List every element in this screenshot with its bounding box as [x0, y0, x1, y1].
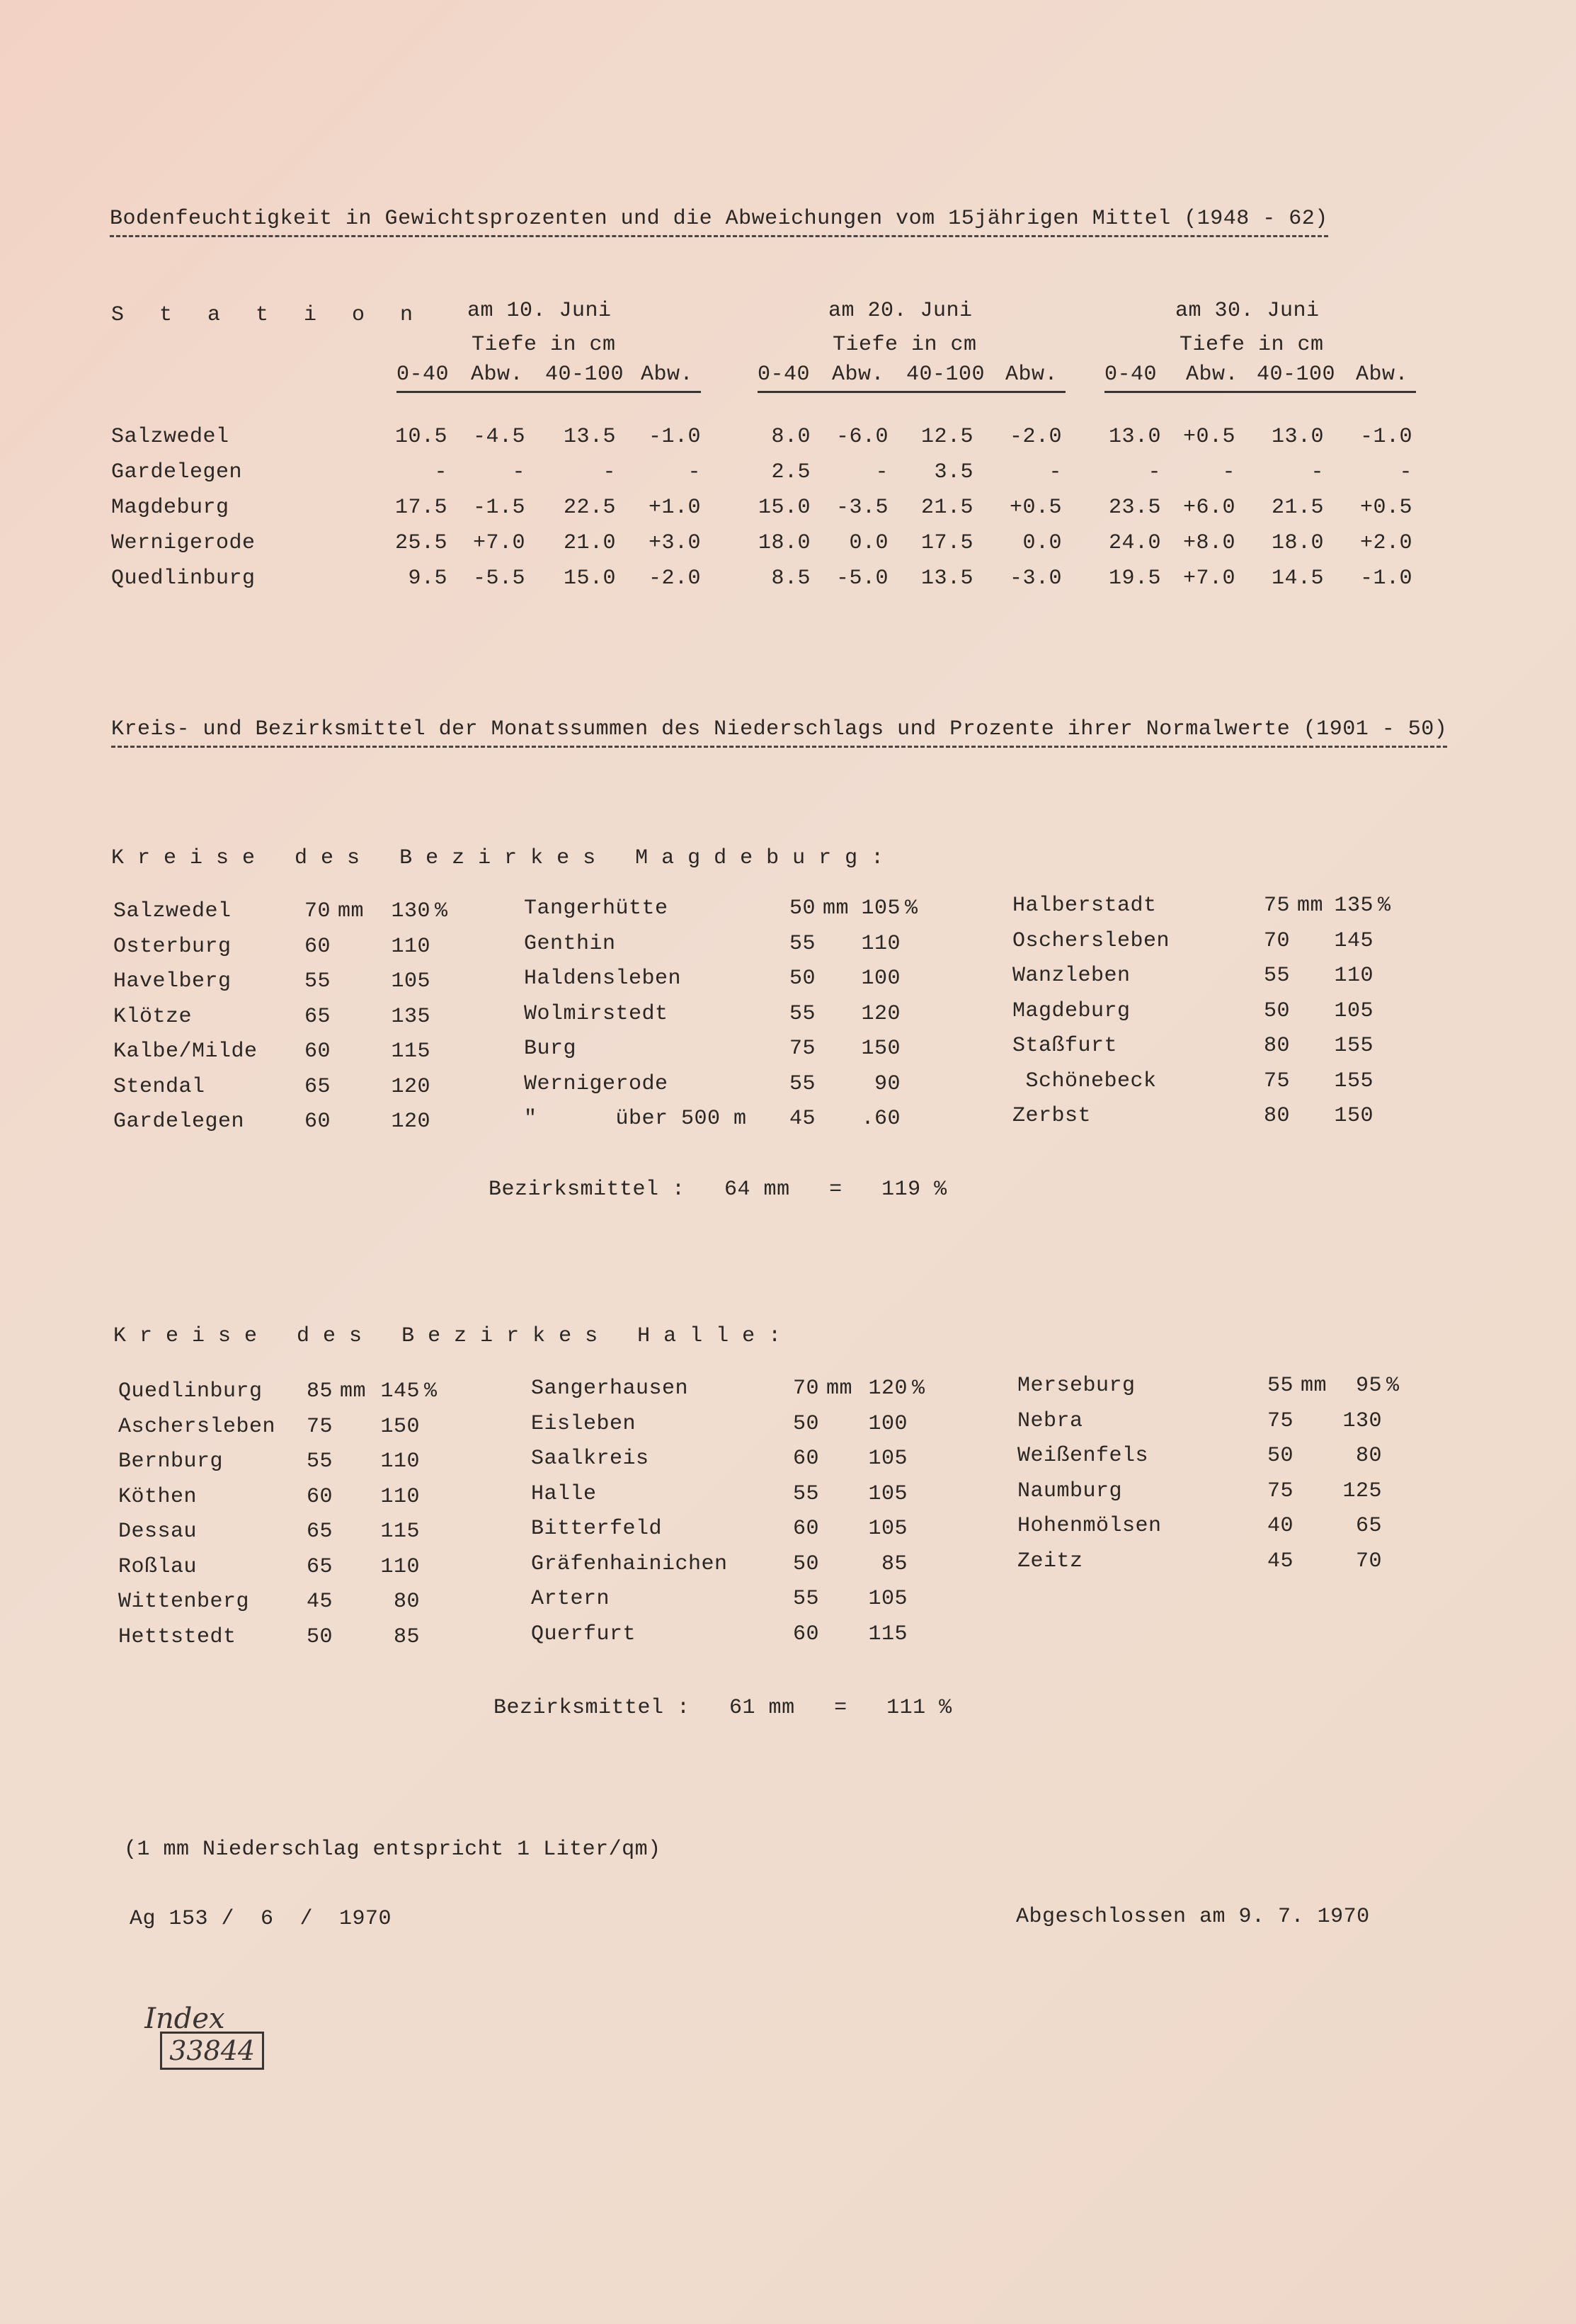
- district-precip-percent: 155: [1334, 1069, 1374, 1093]
- district-precip-percent: 130: [1342, 1408, 1382, 1433]
- soil-value: -2.0: [1009, 425, 1062, 449]
- index-stamp: [131, 1990, 264, 2066]
- soil-value: 8.0: [771, 425, 811, 449]
- soil-value: +0.5: [1359, 496, 1412, 520]
- precip-title: Kreis- und Bezirksmittel der Monatssummen des Niederschlags und Prozente ihrer Normalwerte (1901 - 50): [111, 717, 1447, 748]
- soil-value: 24.0: [1108, 531, 1161, 555]
- district-precip-mm: 55: [789, 1001, 816, 1026]
- unit-percent: %: [912, 1377, 925, 1401]
- district-precip-mm: 75: [1267, 1408, 1294, 1433]
- district-name: Köthen: [118, 1484, 198, 1509]
- soil-value: 13.0: [1271, 425, 1324, 449]
- group-date-0: am 10. Juni: [467, 299, 612, 323]
- soil-value: +0.5: [1009, 496, 1062, 520]
- district-precip-mm: 55: [789, 1071, 816, 1096]
- district-name: Kalbe/Milde: [113, 1039, 258, 1064]
- soil-value: 9.5: [408, 566, 447, 591]
- group-1-col-h3: 40-100: [906, 363, 986, 387]
- district-precip-mm: 50: [789, 896, 816, 921]
- unit-percent: %: [1386, 1374, 1400, 1398]
- group-1-col-h2: Abw.: [832, 363, 885, 387]
- district-precip-percent: 125: [1342, 1479, 1382, 1503]
- district-precip-percent: 65: [1355, 1514, 1382, 1538]
- soil-value: +1.0: [648, 496, 701, 520]
- district-precip-mm: 85: [306, 1379, 333, 1403]
- unit-mm: mm: [338, 899, 365, 923]
- soil-value: +2.0: [1359, 531, 1412, 555]
- district-name: Hettstedt: [118, 1624, 236, 1649]
- district-precip-percent: 115: [380, 1520, 420, 1544]
- district-precip-percent: 90: [874, 1071, 901, 1096]
- district-precip-percent: 130: [391, 899, 430, 923]
- soil-value: +6.0: [1182, 496, 1235, 520]
- district-precip-percent: 105: [868, 1517, 908, 1541]
- district-precip-percent: 110: [1334, 964, 1374, 988]
- district-precip-percent: 145: [380, 1379, 420, 1403]
- district-precip-mm: 75: [1263, 1069, 1290, 1093]
- group-2-col-h4: Abw.: [1356, 363, 1409, 387]
- group-0-col-h4: Abw.: [641, 363, 694, 387]
- soil-value: -: [1399, 460, 1412, 484]
- soil-value: 18.0: [1271, 531, 1324, 555]
- district-name: Dessau: [118, 1520, 198, 1544]
- district-precip-percent: 105: [1334, 998, 1374, 1023]
- soil-value: 12.5: [920, 425, 973, 449]
- district-name: Quedlinburg: [118, 1379, 263, 1403]
- index-number: 33844: [160, 2032, 264, 2070]
- soil-value: 2.5: [771, 460, 811, 484]
- district-name: Stendal: [113, 1074, 205, 1099]
- soil-value: -: [687, 460, 701, 484]
- magdeburg-heading: K r e i s e d e s B e z i r k e s M a g d e b u r g :: [111, 846, 884, 870]
- soil-value: 17.5: [394, 496, 447, 520]
- district-precip-percent: 105: [868, 1481, 908, 1506]
- district-precip-percent: 150: [1334, 1104, 1374, 1128]
- soil-value: 19.5: [1108, 566, 1161, 591]
- group-underline-2: [1104, 391, 1416, 393]
- district-precip-percent: 110: [391, 934, 430, 959]
- district-precip-percent: 110: [380, 1449, 420, 1474]
- district-name: Genthin: [524, 931, 616, 956]
- district-name: Havelberg: [113, 969, 232, 993]
- district-precip-mm: 60: [304, 1110, 331, 1134]
- district-name: Oschersleben: [1012, 928, 1170, 953]
- district-name: Wernigerode: [524, 1071, 668, 1096]
- soil-value: -: [1222, 460, 1235, 484]
- soil-value: -2.0: [648, 566, 701, 591]
- soil-value: 10.5: [394, 425, 447, 449]
- district-name: Nebra: [1017, 1408, 1083, 1433]
- station-name: Wernigerode: [111, 531, 256, 555]
- district-precip-percent: 120: [391, 1110, 430, 1134]
- district-name: Merseburg: [1017, 1374, 1136, 1398]
- district-precip-percent: 110: [380, 1554, 420, 1579]
- soil-value: -: [434, 460, 447, 484]
- district-precip-mm: 70: [792, 1377, 819, 1401]
- soil-value: 0.0: [1022, 531, 1062, 555]
- district-precip-mm: 40: [1267, 1514, 1294, 1538]
- district-name: Tangerhütte: [524, 896, 668, 921]
- district-precip-percent: 145: [1334, 928, 1374, 953]
- unit-percent: %: [1378, 894, 1391, 918]
- district-precip-percent: 105: [868, 1587, 908, 1611]
- soil-value: 15.0: [758, 496, 811, 520]
- district-precip-mm: 60: [304, 934, 331, 959]
- district-name: Klötze: [113, 1004, 193, 1029]
- district-precip-percent: 150: [380, 1414, 420, 1439]
- soil-value: +3.0: [648, 531, 701, 555]
- district-precip-percent: 105: [868, 1447, 908, 1471]
- soil-value: 21.5: [920, 496, 973, 520]
- district-precip-percent: 135: [391, 1004, 430, 1029]
- district-precip-mm: 75: [1267, 1479, 1294, 1503]
- footer-reference: Ag 153 / 6 / 1970: [130, 1907, 392, 1931]
- district-precip-mm: 60: [306, 1484, 333, 1509]
- district-precip-mm: 65: [304, 1074, 331, 1099]
- soil-value: 22.5: [563, 496, 616, 520]
- district-precip-mm: 65: [306, 1520, 333, 1544]
- footer-note: (1 mm Niederschlag entspricht 1 Liter/qm): [124, 1838, 661, 1862]
- soil-value: 3.5: [934, 460, 973, 484]
- group-depth-1: Tiefe in cm: [833, 333, 977, 357]
- soil-value: -3.5: [835, 496, 889, 520]
- soil-value: +7.0: [472, 531, 525, 555]
- district-name: Sangerhausen: [531, 1377, 689, 1401]
- district-precip-percent: 115: [391, 1039, 430, 1064]
- group-0-col-h3: 40-100: [545, 363, 624, 387]
- soil-value: -5.0: [835, 566, 889, 591]
- district-name: Zerbst: [1012, 1104, 1092, 1128]
- group-2-col-h3: 40-100: [1257, 363, 1336, 387]
- unit-percent: %: [905, 896, 918, 921]
- group-2-col-h1: 0-40: [1104, 363, 1158, 387]
- district-precip-percent: 135: [1334, 894, 1374, 918]
- soil-value: -1.5: [472, 496, 525, 520]
- soil-value: 21.0: [563, 531, 616, 555]
- district-precip-mm: 50: [792, 1551, 819, 1576]
- soil-value: -: [603, 460, 616, 484]
- district-name: Aschersleben: [118, 1414, 276, 1439]
- station-name: Quedlinburg: [111, 566, 256, 591]
- soil-value: -: [512, 460, 525, 484]
- district-precip-mm: 60: [792, 1622, 819, 1646]
- soil-value: 25.5: [394, 531, 447, 555]
- soil-value: -4.5: [472, 425, 525, 449]
- unit-mm: mm: [823, 896, 850, 921]
- district-name: Schönebeck: [1012, 1069, 1157, 1093]
- soil-value: -5.5: [472, 566, 525, 591]
- unit-mm: mm: [340, 1379, 367, 1403]
- district-precip-mm: 55: [792, 1481, 819, 1506]
- district-precip-percent: 120: [391, 1074, 430, 1099]
- district-precip-percent: 85: [881, 1551, 908, 1576]
- district-precip-mm: 70: [304, 899, 331, 923]
- district-precip-percent: 80: [1355, 1444, 1382, 1468]
- soil-value: -1.0: [1359, 425, 1412, 449]
- station-name: Magdeburg: [111, 496, 229, 520]
- district-name: Weißenfels: [1017, 1444, 1149, 1468]
- district-precip-mm: 55: [1263, 964, 1290, 988]
- district-name: Naumburg: [1017, 1479, 1123, 1503]
- unit-percent: %: [424, 1379, 438, 1403]
- group-date-1: am 20. Juni: [828, 299, 973, 323]
- district-name: Saalkreis: [531, 1447, 649, 1471]
- soil-value: 18.0: [758, 531, 811, 555]
- district-name: Burg: [524, 1037, 577, 1061]
- soil-value: 13.0: [1108, 425, 1161, 449]
- district-name: Gardelegen: [113, 1110, 245, 1134]
- station-name: Salzwedel: [111, 425, 229, 449]
- district-precip-mm: 75: [1263, 894, 1290, 918]
- group-1-col-h1: 0-40: [758, 363, 811, 387]
- district-name: Gräfenhainichen: [531, 1551, 728, 1576]
- soil-value: -3.0: [1009, 566, 1062, 591]
- district-precip-mm: 80: [1263, 1034, 1290, 1058]
- group-underline-1: [758, 391, 1066, 393]
- soil-value: -1.0: [648, 425, 701, 449]
- halle-bezirksmittel: Bezirksmittel : 61 mm = 111 %: [493, 1696, 952, 1720]
- district-precip-mm: 50: [792, 1411, 819, 1436]
- district-precip-mm: 70: [1263, 928, 1290, 953]
- soil-value: +0.5: [1182, 425, 1235, 449]
- group-date-2: am 30. Juni: [1175, 299, 1320, 323]
- soil-value: -: [1049, 460, 1062, 484]
- district-precip-mm: 50: [1263, 998, 1290, 1023]
- district-precip-percent: 100: [868, 1411, 908, 1436]
- soil-value: 8.5: [771, 566, 811, 591]
- soil-value: 13.5: [920, 566, 973, 591]
- district-precip-percent: 85: [393, 1624, 420, 1649]
- district-precip-mm: 75: [789, 1037, 816, 1061]
- soil-title: Bodenfeuchtigkeit in Gewichtsprozenten und die Abweichungen vom 15jährigen Mittel (1948 - 62): [110, 207, 1328, 237]
- district-precip-percent: 120: [861, 1001, 901, 1026]
- footer-closed-date: Abgeschlossen am 9. 7. 1970: [1016, 1905, 1370, 1929]
- district-precip-percent: 110: [380, 1484, 420, 1509]
- district-precip-percent: 110: [861, 931, 901, 956]
- district-precip-mm: 45: [1267, 1549, 1294, 1573]
- district-name: Haldensleben: [524, 967, 682, 991]
- unit-mm: mm: [826, 1377, 853, 1401]
- district-name: Wolmirstedt: [524, 1001, 668, 1026]
- district-precip-percent: .60: [861, 1107, 901, 1131]
- soil-value: +7.0: [1182, 566, 1235, 591]
- soil-value: -: [1148, 460, 1161, 484]
- district-precip-percent: 150: [861, 1037, 901, 1061]
- district-precip-mm: 65: [304, 1004, 331, 1029]
- district-precip-percent: 120: [868, 1377, 908, 1401]
- group-depth-2: Tiefe in cm: [1180, 333, 1324, 357]
- unit-mm: mm: [1297, 894, 1324, 918]
- soil-value: -1.0: [1359, 566, 1412, 591]
- station-name: Gardelegen: [111, 460, 243, 484]
- district-name: Querfurt: [531, 1622, 636, 1646]
- group-0-col-h2: Abw.: [471, 363, 524, 387]
- group-underline-0: [396, 391, 701, 393]
- district-name: Hohenmölsen: [1017, 1514, 1162, 1538]
- district-precip-mm: 60: [792, 1447, 819, 1471]
- soil-value: +8.0: [1182, 531, 1235, 555]
- district-precip-percent: 80: [393, 1590, 420, 1614]
- district-name: Halberstadt: [1012, 894, 1157, 918]
- soil-value: -6.0: [835, 425, 889, 449]
- soil-value: 0.0: [849, 531, 889, 555]
- district-precip-percent: 100: [861, 967, 901, 991]
- unit-percent: %: [435, 899, 448, 923]
- district-name: Magdeburg: [1012, 998, 1131, 1023]
- district-precip-mm: 55: [1267, 1374, 1294, 1398]
- group-0-col-h1: 0-40: [396, 363, 450, 387]
- magdeburg-bezirksmittel: Bezirksmittel : 64 mm = 119 %: [489, 1178, 947, 1202]
- district-name: Artern: [531, 1587, 610, 1611]
- district-precip-mm: 75: [306, 1414, 333, 1439]
- district-precip-percent: 70: [1355, 1549, 1382, 1573]
- district-name: Salzwedel: [113, 899, 232, 923]
- district-precip-mm: 60: [304, 1039, 331, 1064]
- district-precip-mm: 50: [1267, 1444, 1294, 1468]
- soil-value: 21.5: [1271, 496, 1324, 520]
- district-precip-mm: 65: [306, 1554, 333, 1579]
- district-precip-percent: 155: [1334, 1034, 1374, 1058]
- district-precip-mm: 55: [792, 1587, 819, 1611]
- soil-value: -: [875, 460, 889, 484]
- district-name: Wittenberg: [118, 1590, 250, 1614]
- soil-value: 17.5: [920, 531, 973, 555]
- district-name: Eisleben: [531, 1411, 636, 1436]
- station-column-header: S t a t i o n: [111, 303, 425, 327]
- district-precip-mm: 80: [1263, 1104, 1290, 1128]
- district-name: Roßlau: [118, 1554, 198, 1579]
- district-precip-percent: 105: [391, 969, 430, 993]
- group-depth-0: Tiefe in cm: [472, 333, 616, 357]
- district-precip-mm: 50: [306, 1624, 333, 1649]
- district-precip-mm: 50: [789, 967, 816, 991]
- index-label: Index: [144, 2003, 225, 2035]
- unit-mm: mm: [1301, 1374, 1327, 1398]
- soil-value: 15.0: [563, 566, 616, 591]
- district-name: " über 500 m: [524, 1107, 747, 1131]
- district-precip-mm: 55: [306, 1449, 333, 1474]
- soil-value: 14.5: [1271, 566, 1324, 591]
- district-name: Zeitz: [1017, 1549, 1083, 1573]
- district-name: Halle: [531, 1481, 597, 1506]
- district-precip-mm: 45: [789, 1107, 816, 1131]
- group-2-col-h2: Abw.: [1186, 363, 1239, 387]
- district-precip-mm: 55: [304, 969, 331, 993]
- district-name: Staßfurt: [1012, 1034, 1118, 1058]
- district-precip-percent: 95: [1355, 1374, 1382, 1398]
- district-precip-mm: 55: [789, 931, 816, 956]
- district-name: Bernburg: [118, 1449, 224, 1474]
- soil-value: 13.5: [563, 425, 616, 449]
- district-precip-percent: 105: [861, 896, 901, 921]
- district-name: Bitterfeld: [531, 1517, 663, 1541]
- halle-heading: K r e i s e d e s B e z i r k e s H a l l e :: [113, 1324, 782, 1348]
- district-precip-percent: 115: [868, 1622, 908, 1646]
- soil-value: -: [1311, 460, 1324, 484]
- district-precip-mm: 45: [306, 1590, 333, 1614]
- group-1-col-h4: Abw.: [1005, 363, 1058, 387]
- district-name: Wanzleben: [1012, 964, 1131, 988]
- soil-value: 23.5: [1108, 496, 1161, 520]
- district-name: Osterburg: [113, 934, 232, 959]
- district-precip-mm: 60: [792, 1517, 819, 1541]
